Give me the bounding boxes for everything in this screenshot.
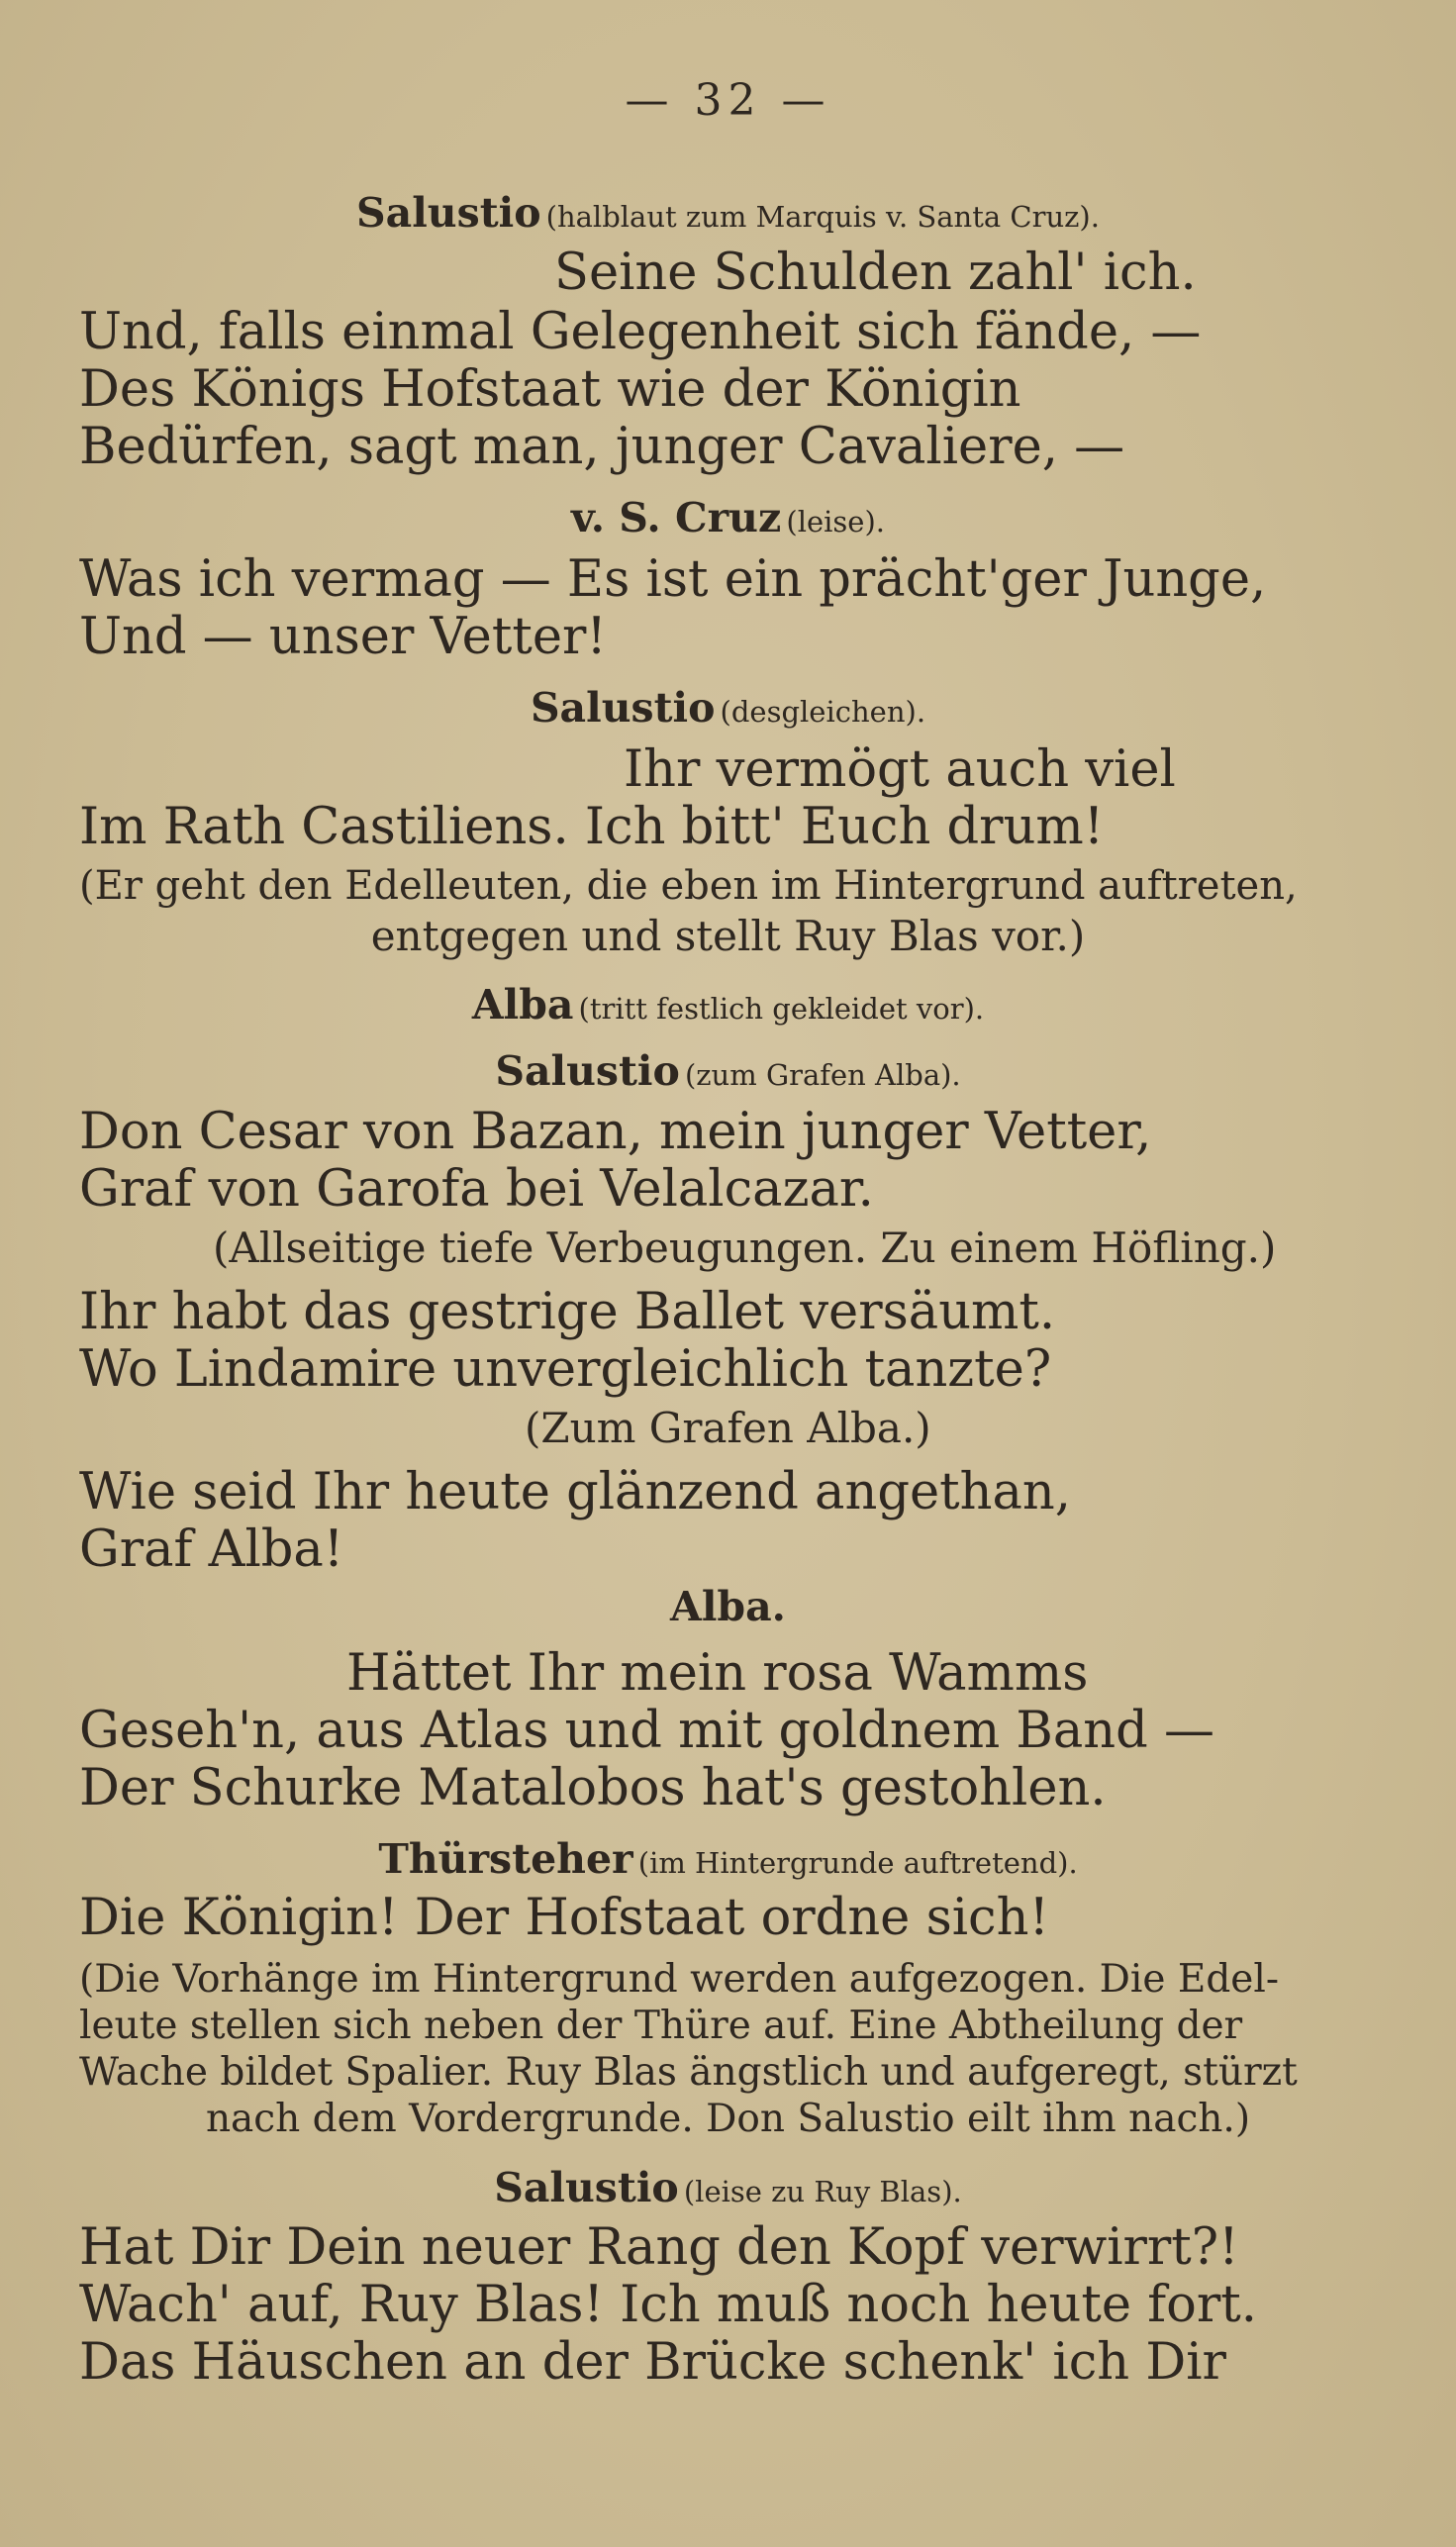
speaker-heading <box>0 1583 1456 1630</box>
verse-line: Graf Alba! <box>79 1520 344 1579</box>
speaker-name: v. S. Cruz <box>571 494 782 541</box>
speaker-name: Alba. <box>670 1583 786 1630</box>
speaker-heading <box>0 189 1456 237</box>
verse-line: Was ich vermag — Es ist ein prächt'ger Junge, <box>79 550 1267 609</box>
verse-line: Wach' auf, Ruy Blas! Ich muß noch heute fort. <box>79 2276 1257 2334</box>
verse-line: Der Schurke Matalobos hat's gestohlen. <box>79 1759 1107 1817</box>
speaker-name: Salustio <box>356 189 541 237</box>
stage-direction-line: entgegen und stellt Ruy Blas vor.) <box>370 912 1086 960</box>
stage-direction: (leise). <box>786 505 885 539</box>
stage-direction-line: nach dem Vordergrunde. Don Salustio eilt ihm nach.) <box>205 2097 1251 2141</box>
stage-direction: (tritt festlich gekleidet vor). <box>578 992 985 1026</box>
speaker-name: Salustio <box>494 2164 679 2211</box>
stage-direction: (leise zu Ruy Blas). <box>683 2175 962 2208</box>
verse-line: Don Cesar von Bazan, mein junger Vetter, <box>79 1103 1152 1161</box>
verse-line: Und — unser Vetter! <box>79 608 607 666</box>
speaker-name: Salustio <box>495 1047 680 1095</box>
speaker-heading <box>0 981 1456 1029</box>
speaker-name: Salustio <box>530 684 716 732</box>
verse-line: Bedürfen, sagt man, junger Cavaliere, — <box>79 418 1125 476</box>
verse-line: Ihr habt das gestrige Ballet versäumt. <box>79 1283 1056 1341</box>
verse-line: Und, falls einmal Gelegenheit sich fände, — <box>79 303 1202 361</box>
stage-direction-line: Wache bildet Spalier. Ruy Blas ängstlich und aufgeregt, stürzt <box>79 2050 1298 2095</box>
page-number: — 32 — <box>625 75 831 126</box>
verse-line: Des Königs Hofstaat wie der Königin <box>79 360 1021 419</box>
speaker-heading <box>0 1835 1456 1883</box>
verse-line: Hat Dir Dein neuer Rang den Kopf verwirrt?! <box>79 2218 1239 2277</box>
verse-line: Hättet Ihr mein rosa Wamms <box>346 1644 1089 1703</box>
stage-direction-line: (Die Vorhänge im Hintergrund werden aufgezogen. Die Edel- <box>79 1957 1280 2002</box>
verse-line: Geseh'n, aus Atlas und mit goldnem Band — <box>79 1702 1215 1760</box>
verse-line: Graf von Garofa bei Velalcazar. <box>79 1160 874 1219</box>
speaker-name: Alba <box>471 981 574 1029</box>
speaker-heading <box>0 2164 1456 2211</box>
speaker-name: Thürsteher <box>378 1835 633 1883</box>
verse-line: Wo Lindamire unvergleichlich tanzte? <box>79 1340 1052 1399</box>
stage-direction-line: leute stellen sich neben der Thüre auf. Eine Abtheilung der <box>79 2004 1243 2048</box>
speaker-heading <box>0 684 1456 732</box>
stage-direction: (halblaut zum Marquis v. Santa Cruz). <box>545 200 1100 234</box>
stage-direction: (im Hintergrunde auftretend). <box>637 1846 1078 1880</box>
stage-direction: (desgleichen). <box>720 695 926 729</box>
stage-direction-line: (Er geht den Edelleuten, die eben im Hintergrund auftreten, <box>79 863 1298 909</box>
stage-direction-line: (Zum Grafen Alba.) <box>525 1404 931 1452</box>
stage-direction-line: (Allseitige tiefe Verbeugungen. Zu einem Höfling.) <box>213 1224 1277 1272</box>
verse-line: Ihr vermögt auch viel <box>624 740 1176 799</box>
stage-direction: (zum Grafen Alba). <box>684 1058 961 1092</box>
verse-line: Wie seid Ihr heute glänzend angethan, <box>79 1463 1071 1521</box>
speaker-heading <box>0 1047 1456 1095</box>
verse-line: Das Häuschen an der Brücke schenk' ich Dir <box>79 2333 1226 2392</box>
speaker-heading <box>0 494 1456 541</box>
verse-line: Die Königin! Der Hofstaat ordne sich! <box>79 1889 1049 1947</box>
verse-line: Im Rath Castiliens. Ich bitt' Euch drum! <box>79 798 1105 856</box>
verse-line: Seine Schulden zahl' ich. <box>554 244 1197 302</box>
